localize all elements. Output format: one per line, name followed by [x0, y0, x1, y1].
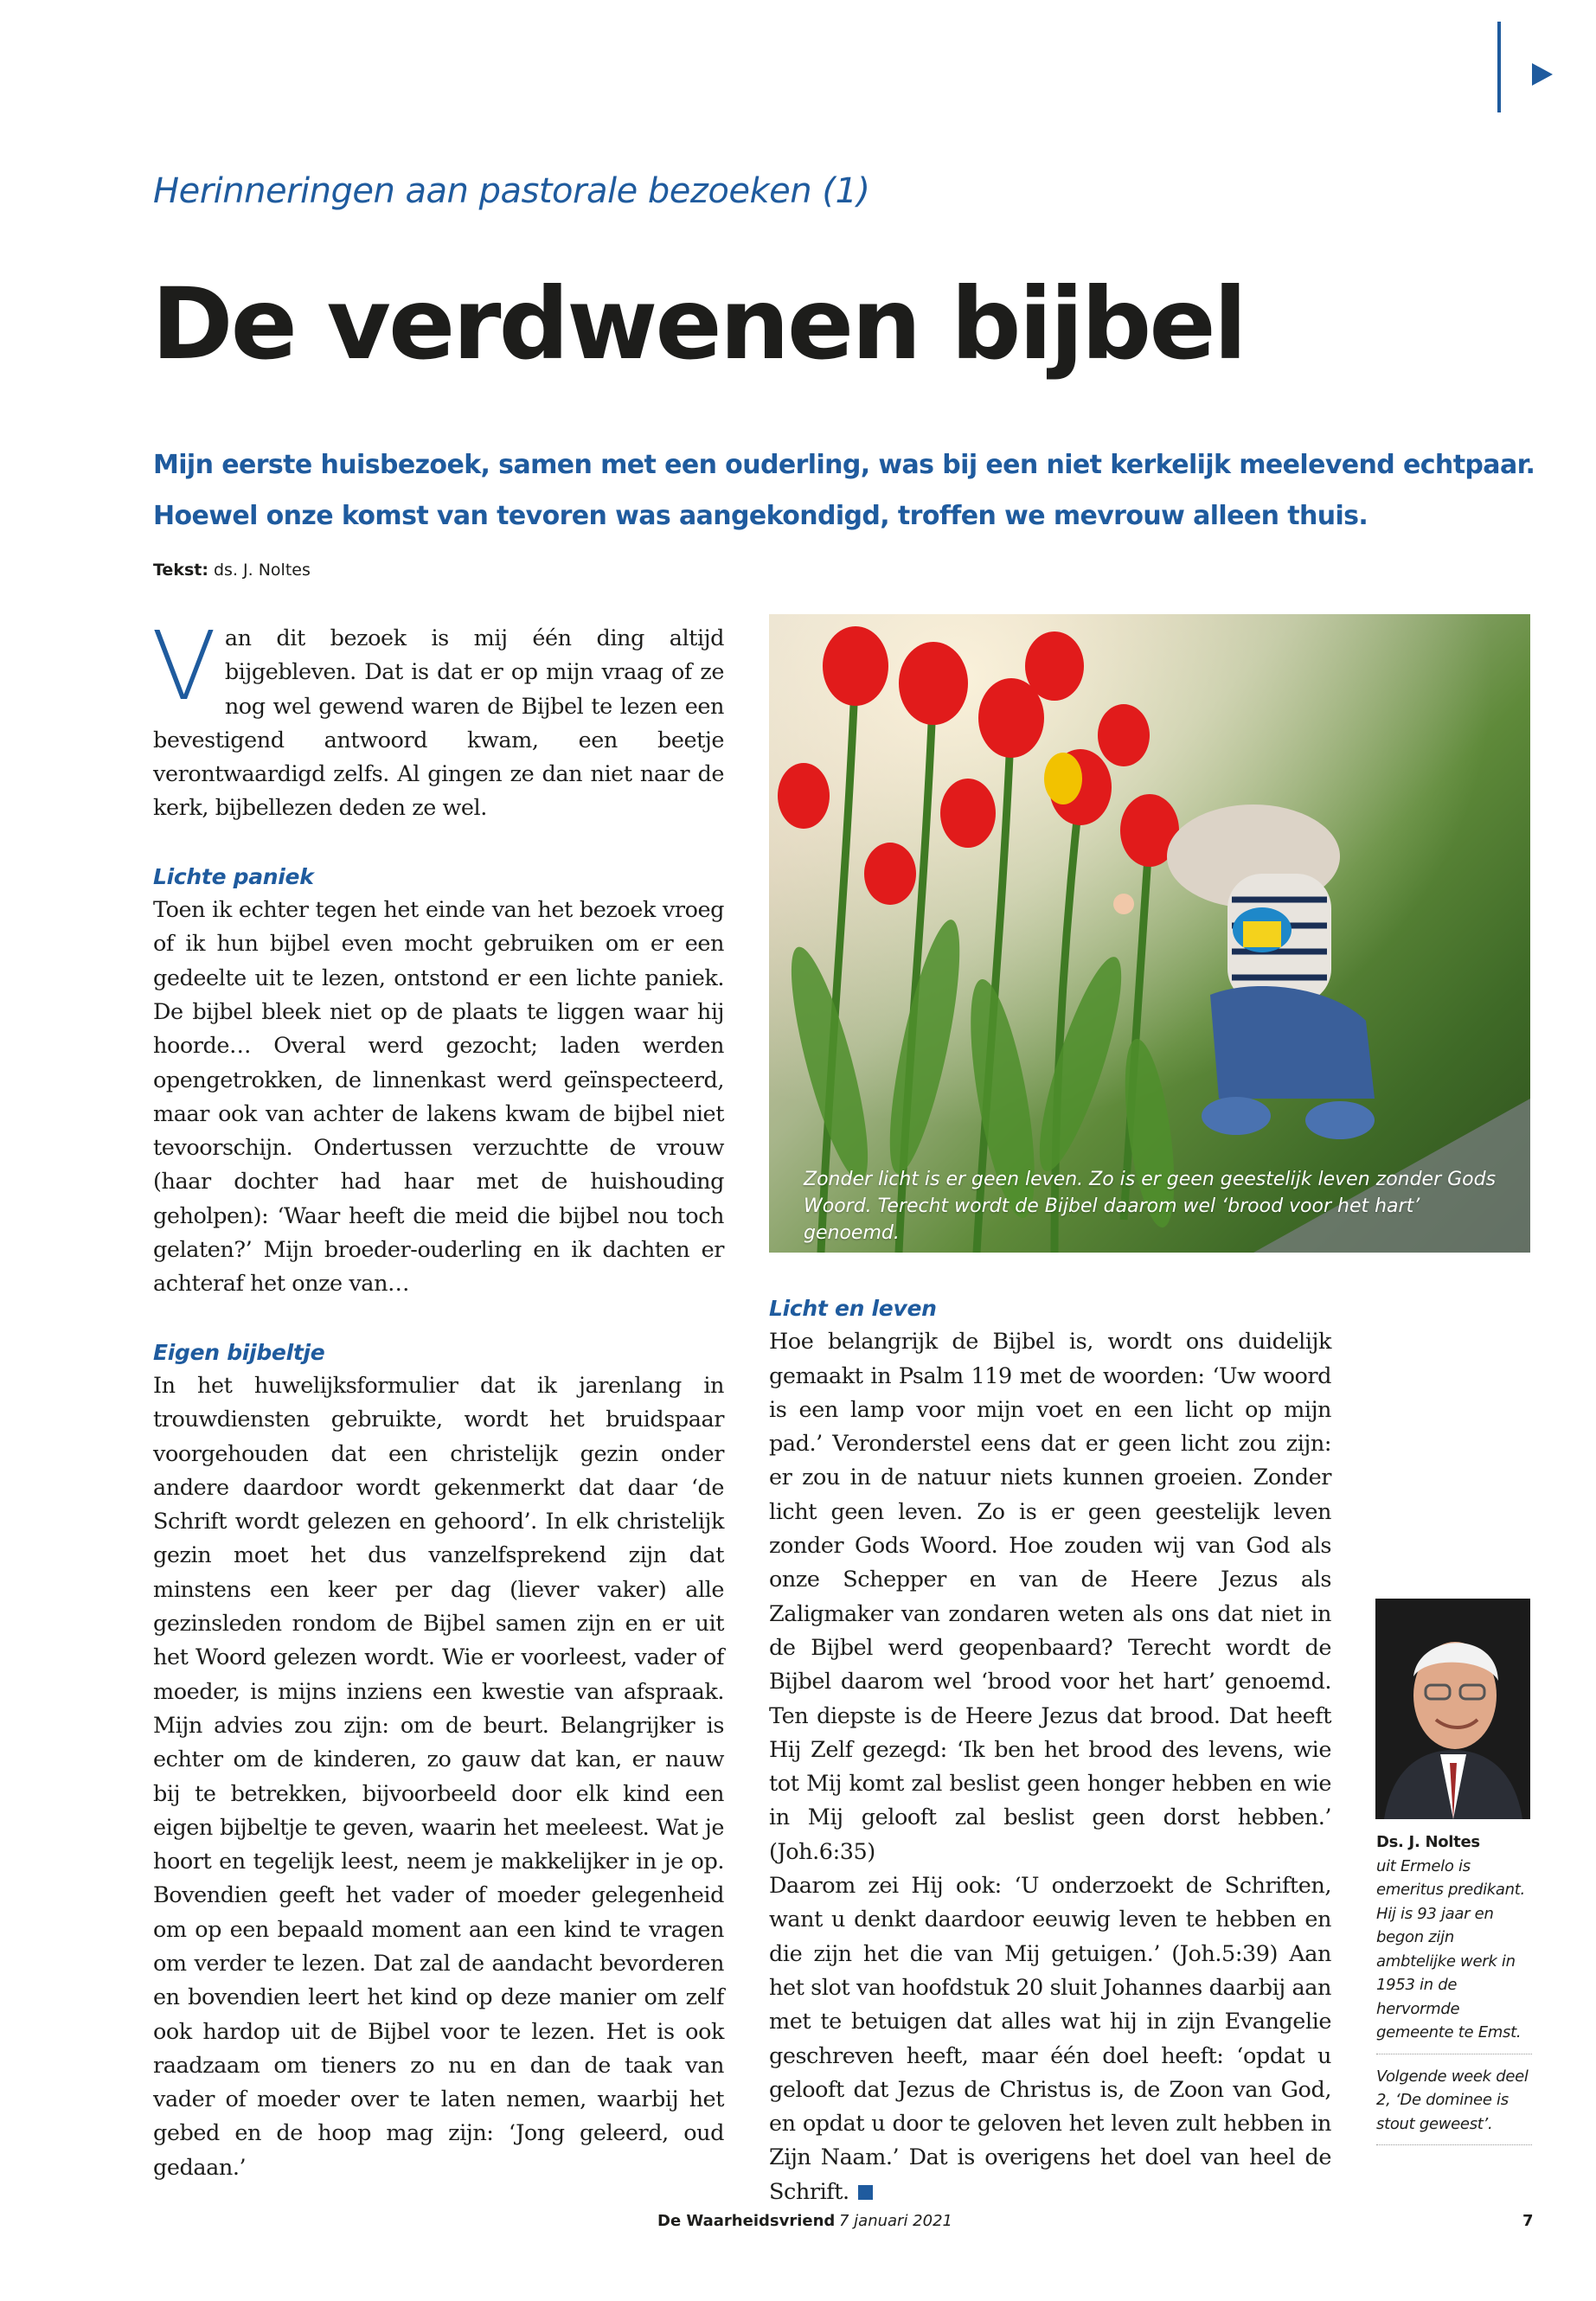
intro-lead	[153, 439, 1535, 542]
subheading: Eigen bijbeltje	[153, 1339, 325, 1365]
subheading: Lichte paniek	[153, 863, 314, 889]
paragraph	[769, 1869, 1331, 2209]
photo-caption: Zonder licht is er geen leven. Zo is er geen geestelijk leven zonder Gods Woord. Terecht wordt de Bijbel daarom wel ‘brood voor het hart’ genoemd.	[804, 1169, 1497, 1244]
magazine-name: De Waarheidsvriend	[657, 2212, 836, 2230]
intro-line: Hoewel onze komst van tevoren was aangekondigd, troffen we mevrouw alleen thuis.	[153, 501, 1368, 531]
page-number: 7	[1522, 2212, 1534, 2230]
portrait-illustration	[1375, 1599, 1530, 1819]
paragraph: an dit bezoek is mij één ding altijd bijgebleven. Dat is dat er op mijn vraag of ze nog wel gewend waren de Bijbel te lezen een bevestigend antwoord kwam, een beetje verontwaardigd zelfs. Al gingen ze dan niet naar de kerk, bijbellezen deden ze wel.	[153, 625, 724, 822]
issue-date: 7 januari 2021	[839, 2212, 952, 2230]
tulip-illustration	[769, 614, 1530, 1253]
dropcap: V	[151, 611, 216, 721]
intro-line: Mijn eerste huisbezoek, samen met een ouderling, was bij een niet kerkelijk meelevend echtpaar.	[153, 450, 1535, 480]
next-page-arrow-icon[interactable]	[1532, 63, 1553, 86]
article-title: De verdwenen bijbel	[151, 266, 1245, 381]
paragraph: In het huwelijksformulier dat ik jarenlang in trouwdiensten gebruikte, wordt het bruidspaar voorgehouden dat een christelijk gezin onder andere daardoor wordt gekenmerkt dat daar ‘de Schrift wordt gelezen en gehoord’. In elk christelijk gezin moet het dus vanzelfsprekend zijn dat minstens een keer per dag (liever vaker) alle gezinsleden rondom de Bijbel samen zijn en er uit het Woord gelezen wordt. Wie er voorleest, vader of moeder, is mijns inziens een kwestie van afspraak. Mijn advies zou zijn: om de beurt. Belangrijker is echter om de kinderen, zo gauw dat kan, er nauw bij te betrekken, bijvoorbeeld door elk kind een eigen bijbeltje te geven, waarin het meeleest. Wat je hoort en tegelijk leest, neem je makkelijker in je op. Bovendien geeft het vader of moeder gelegenheid om op een bepaald moment aan een kind te vragen om verder te lezen. Dat zal de aandacht bevorderen en bovendien leert het kind op deze manier om zelf ook hardop uit de Bijbel voor te lezen. Het is ook raadzaam om tieners zo nu en dan de taak van vader of moeder over te laten nemen, waarbij het gebed en de hoop mag zijn: ‘Jong geleerd, oud gedaan.’	[153, 1372, 724, 2181]
paragraph: Hoe belangrijk de Bijbel is, wordt ons duidelijk gemaakt in Psalm 119 met de woorden: ‘Uw woord is een lamp voor mijn voet en een licht op mijn pad.’ Veronderstel eens dat er geen licht zou zijn: er zou in de natuur niets kunnen groeien. Zonder licht geen leven. Zo is er geen geestelijk leven zonder Gods Woord. Hoe zouden wij van God als onze Schepper en van de Heere Jezus als Zaligmaker van zondaren weten als ons dat niet in de Bijbel werd geopenbaard? Terecht wordt de Bijbel daarom wel ‘brood voor het hart’ genoemd. Ten diepste is de Heere Jezus dat brood. Dat heeft Hij Zelf gezegd: ‘Ik ben het brood des levens, wie tot Mij komt zal beslist geen honger hebben en wie in Mij gelooft zal beslist geen dorst hebben.’ (Joh.6:35)	[769, 1329, 1331, 1865]
author-sidebar	[1376, 1830, 1532, 2156]
end-mark-icon	[858, 2185, 873, 2200]
article-column-right	[769, 1292, 1331, 2209]
top-divider	[1497, 22, 1501, 112]
author-name: Ds. J. Noltes	[1376, 1833, 1480, 1851]
series-kicker: Herinneringen aan pastorale bezoeken (1)	[153, 171, 870, 211]
paragraph-text: Daarom zei Hij ook: ‘U onderzoekt de Schriften, want u denkt daardoor eeuwig leven te hebben en die zijn het die van Mij getuigen.’ (Joh.5:39) Aan het slot van hoofdstuk 20 sluit Johannes daarbij aan met te betuigen dat alles wat hij in zijn Evangelie geschreven heeft, maar één doel heeft: ‘opdat u gelooft dat Jezus de Christus is, de Zoon van God, en opdat u door te geloven het leven zult hebben in Zijn Naam.’ Dat is overigens het doel van heel de Schrift.	[769, 1873, 1331, 2205]
subheading: Licht en leven	[769, 1296, 937, 1321]
byline	[153, 561, 311, 580]
author-bio: uit Ermelo is emeritus predikant. Hij is 93 jaar en begon zijn ambtelijke werk in 1953 in de hervormde gemeente te Emst.	[1376, 1856, 1525, 2041]
byline-label: Tekst:	[153, 561, 208, 580]
author-portrait	[1375, 1599, 1530, 1819]
sidebar-divider	[1376, 2144, 1532, 2145]
paragraph: Toen ik echter tegen het einde van het bezoek vroeg of ik hun bijbel even mocht gebruiken om er een gedeelte uit te lezen, ontstond er een lichte paniek. De bijbel bleek niet op de plaats te liggen waar hij hoorde… Overal werd gezocht; laden werden opengetrokken, de linnenkast werd geïnspecteerd, maar ook van achter de lakens kwam de bijbel niet tevoorschijn. Ondertussen verzuchtte de vrouw (haar dochter had haar met de huishouding geholpen): ‘Waar heeft die meid die bijbel nou toch gelaten?’ Mijn broeder-ouderling en ik dachten er achteraf het onze van…	[153, 897, 724, 1298]
article-column-left	[151, 611, 724, 2185]
article-photo	[769, 614, 1530, 1253]
byline-author: ds. J. Noltes	[214, 561, 311, 580]
next-week-note: Volgende week deel 2, ‘De dominee is stout geweest’.	[1376, 2067, 1529, 2133]
